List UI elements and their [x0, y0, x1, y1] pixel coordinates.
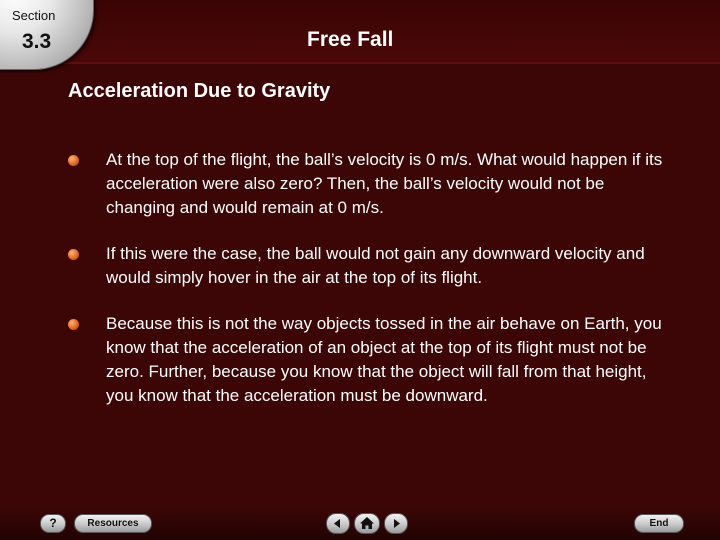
list-item: [66, 242, 666, 290]
section-number: 3.3: [22, 30, 52, 53]
title-bar: [0, 0, 720, 64]
bullet-list: [66, 148, 666, 430]
slide-subtitle: Acceleration Due to Gravity: [68, 80, 331, 102]
end-button[interactable]: [634, 514, 684, 533]
home-icon: [355, 514, 379, 533]
bullet-icon: [68, 155, 79, 166]
resources-button[interactable]: [74, 514, 152, 533]
question-icon: ?: [49, 516, 57, 530]
bullet-text: Because this is not the way objects tossed in the air behave on Earth, you know that the acceleration of an object at the top of its flight must not be zero. Further, because you know that the object will fall from that height, you know that the acceleration must be downward.: [106, 314, 662, 405]
list-item: [66, 312, 666, 408]
help-button[interactable]: [40, 514, 66, 533]
end-label: End: [649, 518, 669, 529]
nav-group: [326, 513, 408, 533]
resources-label: Resources: [87, 518, 139, 529]
section-label: Section: [12, 8, 56, 23]
previous-button[interactable]: [326, 513, 350, 534]
arrow-left-icon: [327, 514, 349, 533]
footer-nav: [0, 505, 720, 540]
list-item: [66, 148, 666, 220]
bullet-text: At the top of the flight, the ball’s velocity is 0 m/s. What would happen if its acceleration were also zero? Then, the ball’s velocity would not be changing and would remain at 0 m/s.: [106, 150, 663, 217]
home-button[interactable]: [354, 513, 380, 534]
next-button[interactable]: [384, 513, 408, 534]
bullet-icon: [68, 319, 79, 330]
page-title: Free Fall: [307, 28, 394, 51]
arrow-right-icon: [385, 514, 407, 533]
bullet-text: If this were the case, the ball would not gain any downward velocity and would simply hover in the air at the top of its flight.: [106, 244, 645, 287]
bullet-icon: [68, 249, 79, 260]
